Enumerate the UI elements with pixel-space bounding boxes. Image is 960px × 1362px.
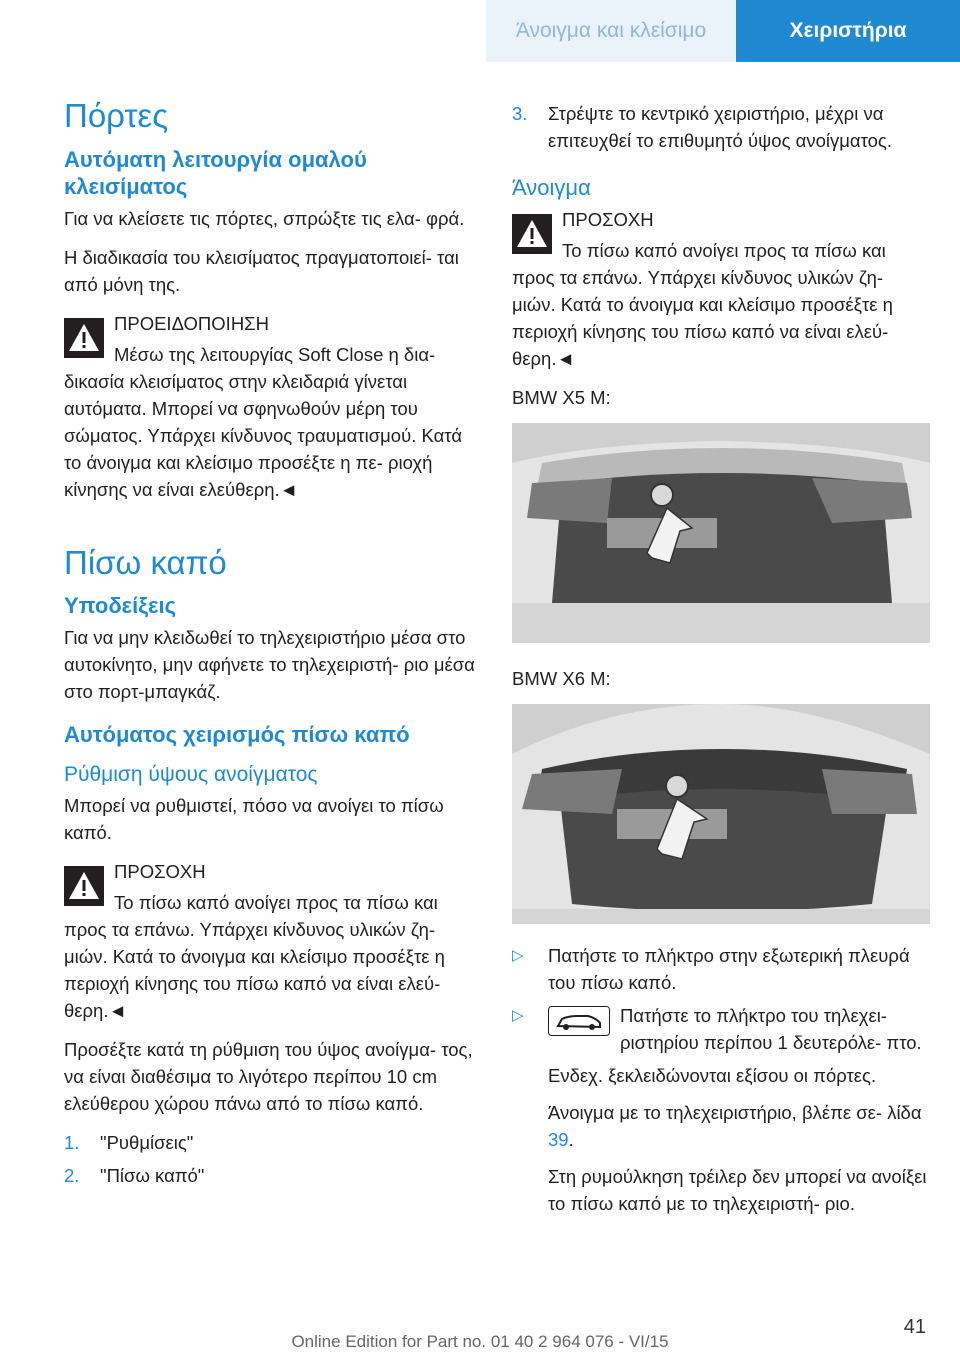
warning-text: Μέσω της λειτουργίας Soft Close η δια‐ δικασία κλεισίματος στην κλειδαριά γίνεται αυτόματα. Μπορεί να σφηνωθούν μέρη του σώματος. Υπάρχει κίνδυνος τραυματισμού. Κατά το άνοιγμα και κλείσιμο προσέξτε η πε‐ ριοχή κίνησης να είναι ελεύθερη.◄: [64, 343, 463, 500]
heading-auto-tailgate: Αυτόματος χειρισμός πίσω καπό: [64, 721, 410, 747]
caution-box: [512, 206, 930, 372]
heading-notes: Υποδείξεις: [64, 593, 177, 619]
warning-icon: [64, 866, 104, 906]
heading-doors: Πόρτες: [64, 97, 169, 134]
remote-tailgate-key-icon: [548, 1006, 610, 1036]
paragraph: Για να κλείσετε τις πόρτες, σπρώξτε τις ελα‐ φρά.: [64, 207, 465, 229]
warning-title: ΠΡΟΕΙΔΟΠΟΙΗΣΗ: [114, 312, 269, 334]
caution-text: Το πίσω καπό ανοίγει προς τα πίσω και προς τα επάνω. Υπάρχει κίνδυνος υλικών ζη‐ μιών. Κατά το άνοιγμα και κλείσιμο προσέξτε η περιοχή κίνησης του πίσω καπό να είναι ελεύ‐ θερη.◄: [512, 239, 893, 369]
sub-text: Άνοιγμα με το τηλεχειριστήριο, βλέπε σε‐ λίδα: [548, 1101, 922, 1123]
bullet-icon: ▷: [512, 946, 524, 964]
paragraph: Για να μην κλειδωθεί το τηλεχειριστήριο μέσα στο αυτοκίνητο, μην αφήνετε το τηλεχειριστή‐ ριο μέσα στο πορτ-μπαγκάζ.: [64, 626, 475, 702]
paragraph: Μπορεί να ρυθμιστεί, πόσο να ανοίγει το πίσω καπό.: [64, 795, 444, 844]
step-text: Στρέψτε το κεντρικό χειριστήριο, μέχρι να επιτευχθεί το επιθυμητό ύψος ανοίγματος.: [548, 103, 892, 151]
heading-tailgate: Πίσω καπό: [64, 543, 227, 581]
bullet-text: [548, 1002, 930, 1056]
bullet-text-content: Πατήστε το πλήκτρο του τηλεχει‐ ριστηρίου περίπου 1 δευτερόλε‐ πτο.: [620, 1004, 922, 1053]
page-number: 41: [903, 1316, 926, 1338]
step-text: "Πίσω καπό": [100, 1165, 205, 1187]
caution-box: [64, 858, 479, 1024]
bullet-item: [512, 942, 930, 996]
heading-soft-close: Αυτόματη λειτουργία ομαλού κλεισίματος: [64, 146, 367, 200]
sub-text: .: [568, 1128, 574, 1150]
bullet-item: [512, 1002, 930, 1056]
heading-opening-height: Ρύθμιση ύψους ανοίγματος: [64, 763, 318, 787]
heading-opening: Άνοιγμα: [512, 175, 591, 200]
step-item: [64, 1129, 479, 1156]
warning-icon: [512, 214, 552, 254]
step-item: [64, 1162, 479, 1189]
model-label-x6: BMW X6 M:: [512, 667, 611, 689]
model-label-x5: BMW X5 M:: [512, 386, 611, 408]
paragraph: Προσέξτε κατά τη ρύθμιση του ύψος ανοίγμα‐ τος, να είναι διαθέσιμα το λιγότερο περίπου 10 cm ελεύθερου χώρου πάνω από το πίσω καπό.: [64, 1039, 473, 1115]
footer-edition: Online Edition for Part no. 01 40 2 964 076 - VI/15: [291, 1332, 669, 1351]
step-text: "Ρυθμίσεις": [100, 1132, 194, 1154]
bullet-text: Πατήστε το πλήκτρο στην εξωτερική πλευρά του πίσω καπό.: [548, 944, 910, 993]
warning-box: [64, 310, 479, 503]
caution-text: Το πίσω καπό ανοίγει προς τα πίσω και προς τα επάνω. Υπάρχει κίνδυνος υλικών ζη‐ μιών. Κατά το άνοιγμα και κλείσιμο προσέξτε η περιοχή κίνησης του πίσω καπό να είναι ελεύ‐ θερη.◄: [64, 892, 445, 1022]
step-number: 2.: [64, 1165, 80, 1187]
left-column: [64, 84, 479, 1195]
header-section: Άνοιγμα και κλείσιμο: [486, 0, 736, 62]
step-number: 1.: [64, 1132, 80, 1154]
header-chapter: Χειριστήρια: [736, 0, 960, 62]
tailgate-photo-x5: [512, 423, 930, 643]
paragraph: Η διαδικασία του κλεισίματος πραγματοποιεί‐ ται από μόνη της.: [64, 246, 459, 295]
warning-icon: [64, 318, 104, 358]
right-column: [512, 100, 930, 1227]
caution-title: ΠΡΟΣΟΧΗ: [562, 208, 654, 230]
sub-paragraph: [512, 1099, 930, 1153]
caution-title: ΠΡΟΣΟΧΗ: [114, 861, 206, 883]
bullet-icon: ▷: [512, 1006, 524, 1024]
page-link[interactable]: 39: [548, 1128, 569, 1150]
sub-paragraph: Ενδεχ. ξεκλειδώνονται εξίσου οι πόρτες.: [548, 1064, 877, 1086]
step-item: [512, 100, 930, 154]
step-number: 3.: [512, 103, 528, 124]
sub-paragraph: Στη ρυμούλκηση τρέιλερ δεν μπορεί να ανοίξει το πίσω καπό με το τηλεχειριστή‐ ριο.: [548, 1165, 927, 1214]
tailgate-photo-x6: [512, 704, 930, 924]
